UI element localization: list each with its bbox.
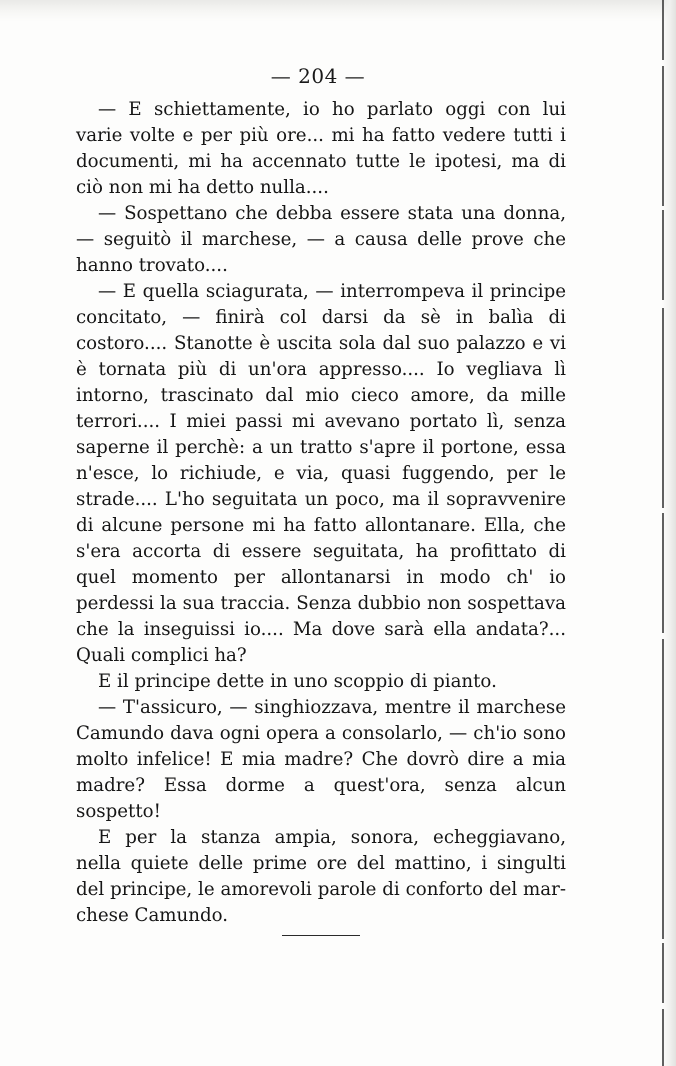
paragraph-6: E per la stanza ampia, sonora, echeggiavano, nella quiete delle prime ore del mattino, i singulti del principe, le amorevoli parole di conforto del marchese Camundo.: [76, 827, 566, 926]
page-top-shadow: [0, 0, 676, 22]
page-number: — 204 —: [270, 64, 366, 88]
paragraph-2: — Sospettano che debba essere stata una donna, — seguitò il marchese, — a causa delle prove che hanno trovato....: [76, 203, 566, 276]
body-text: [76, 97, 566, 929]
paragraph-1: — E schiettamente, io ho parlato oggi con lui varie volte e per più ore... mi ha fatto vedere tutti i documenti, mi ha accennato tutte le ipotesi, ma di ciò non mi ha detto nulla....: [76, 99, 566, 198]
binding-edge-line: [662, 0, 664, 1066]
closing-rule: [282, 935, 360, 936]
paragraph-3: — E quella sciagurata, — interrompeva il principe concitato, — finirà col darsi da sè in balìa di costoro.... Stanotte è uscita sola dal suo palazzo e vi è tornata più di un'ora appresso.... Io vegliava lì intorno, trascinato dal mio cieco amore, da mille terrori.... I miei passi mi avevano portato lì, senza saperne il perchè: a un tratto s'apre il portone, essa n'esce, lo richiude, e via, quasi fuggendo, per le strade.... L'ho seguitata un poco, ma il sopravvenire di alcune persone mi ha fatto allontanare. Ella, che s'era accorta di essere seguitata, ha profittato di quel momento per allontanarsi in modo ch' io perdessi la sua traccia. Senza dubbio non sospettava che la inseguissi io.... Ma dove sarà ella andata?... Quali complici ha?: [76, 281, 566, 666]
page-right-edge: [662, 0, 676, 1066]
paragraph-5: — T'assicuro, — singhiozzava, mentre il marchese Camundo dava ogni opera a consolarlo, — ch'io sono molto infelice! E mia madre? Che dovrò dire a mia madre? Essa dorme a quest'ora, senza alcun sospetto!: [76, 697, 566, 822]
paragraph-4: E il principe dette in uno scoppio di pianto.: [98, 671, 497, 692]
